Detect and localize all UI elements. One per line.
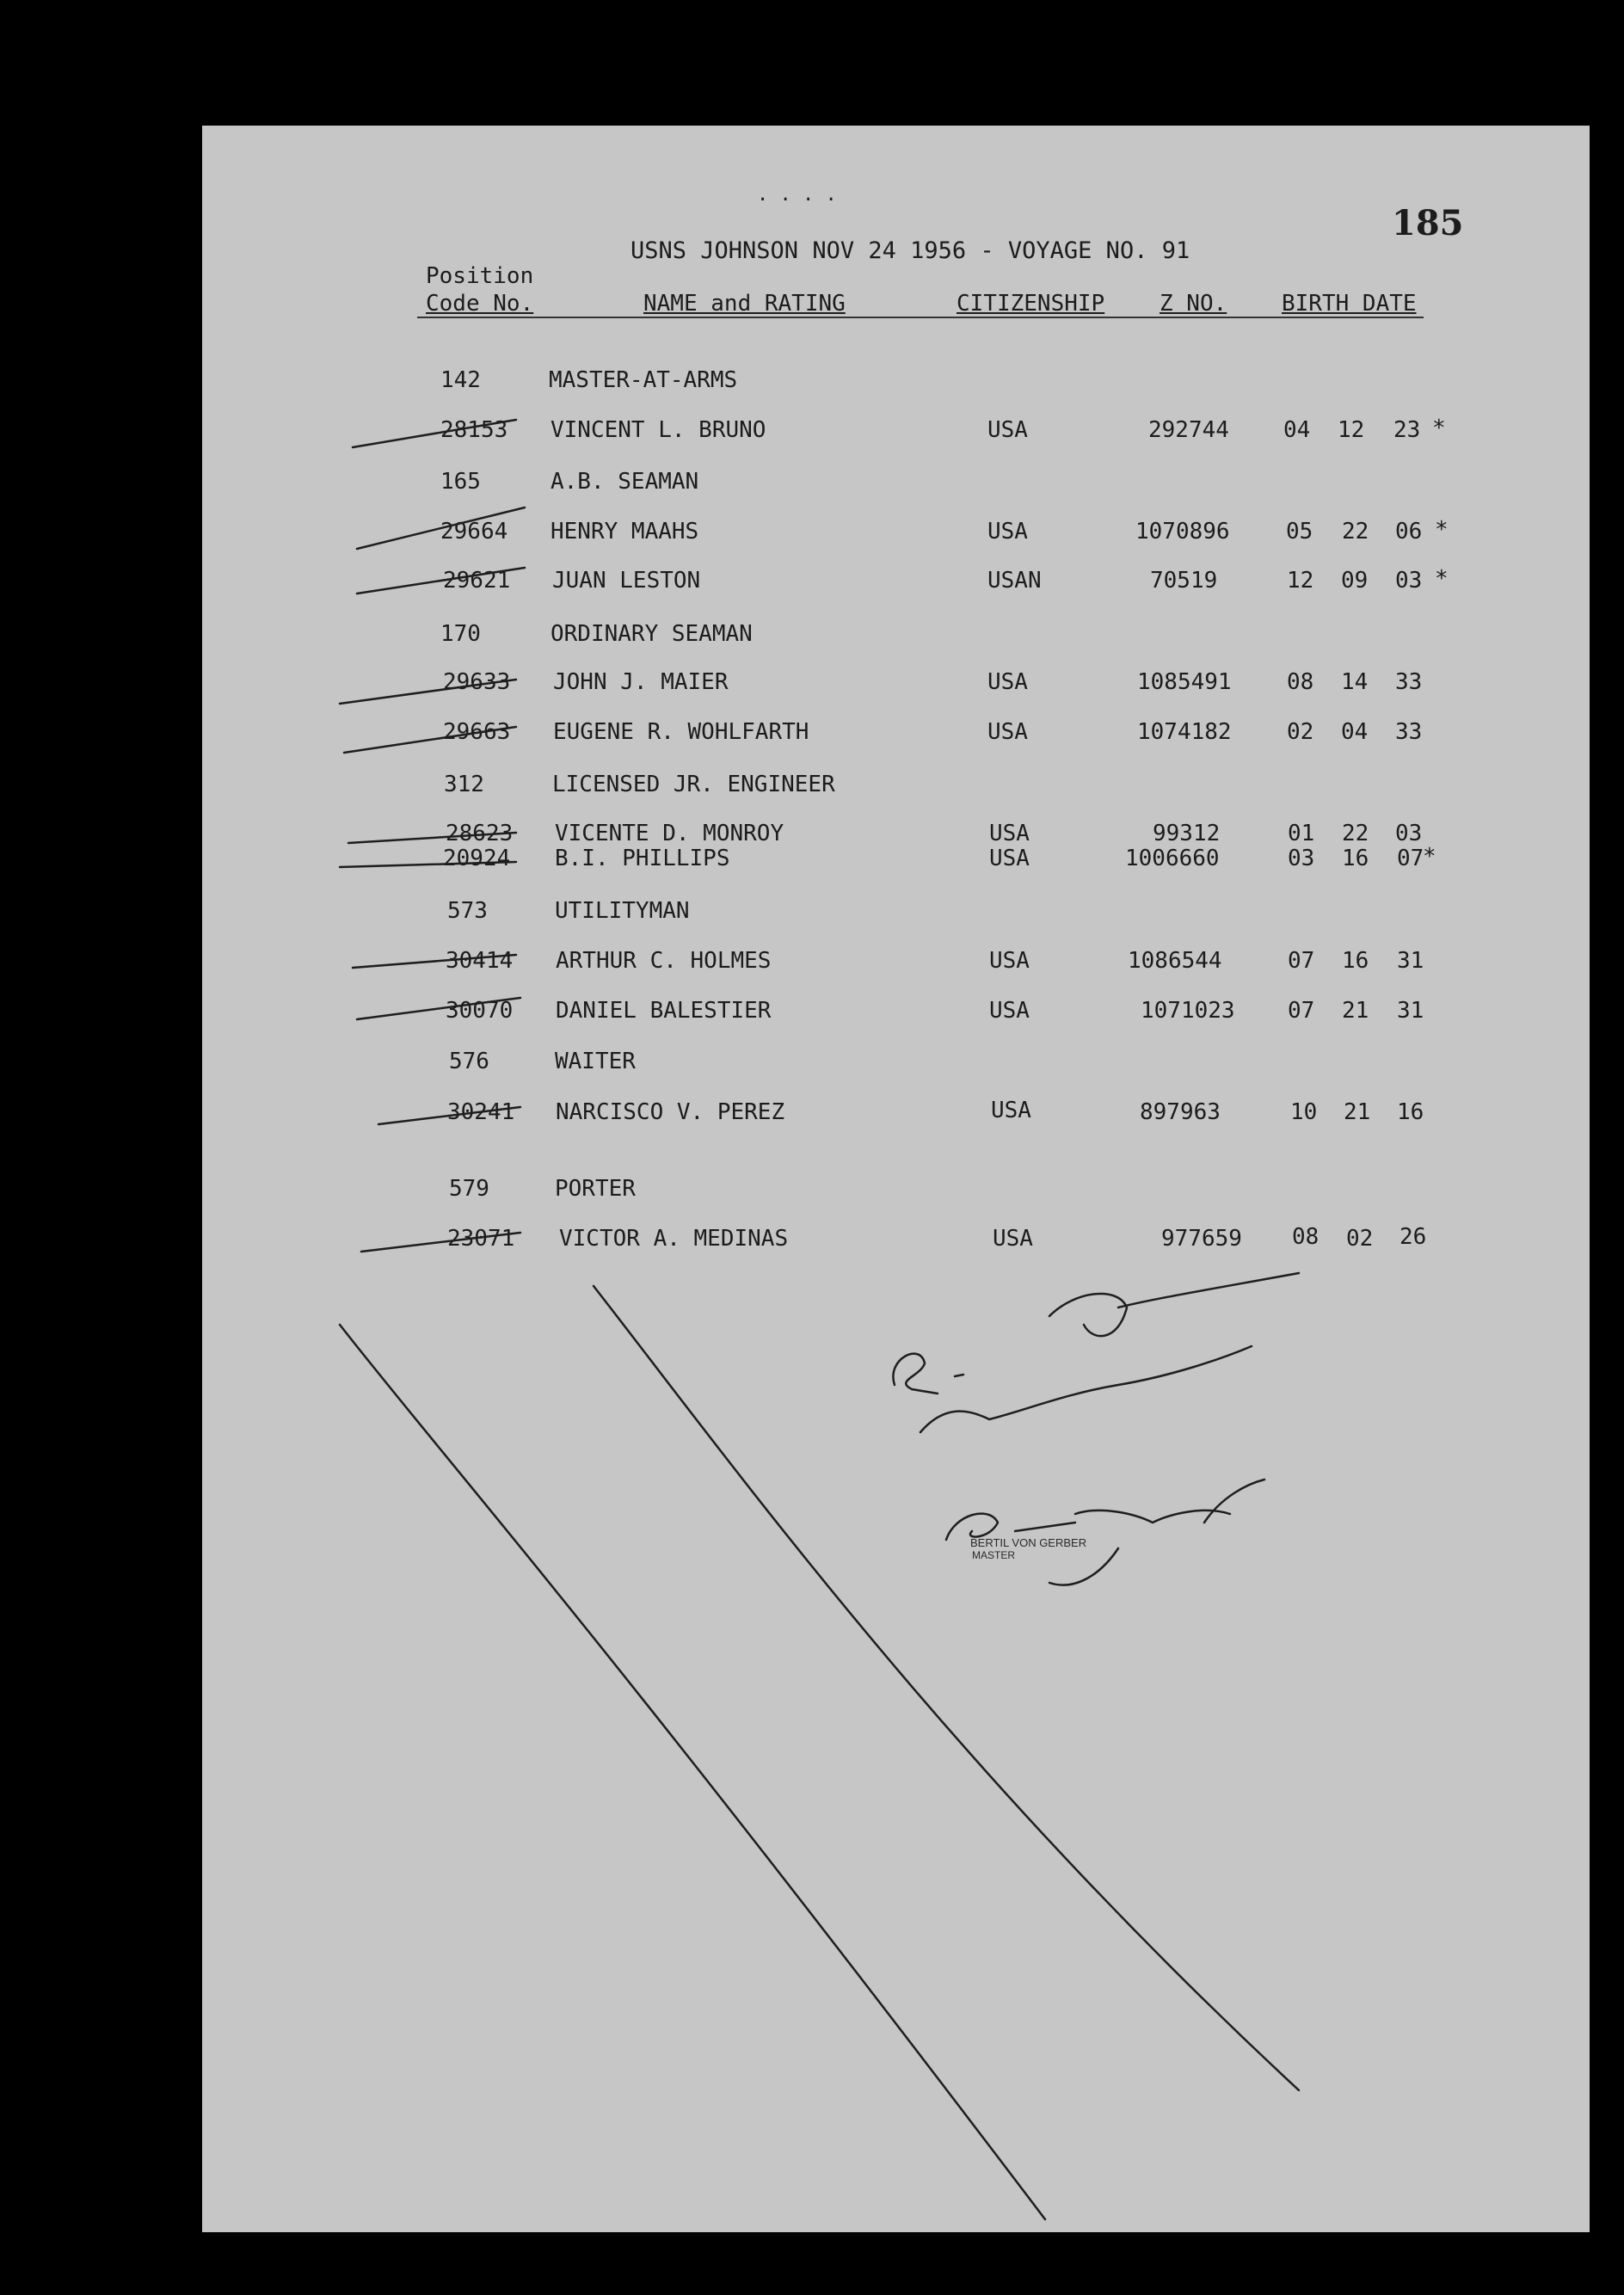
crew-name: JOHN J. MAIER bbox=[553, 669, 729, 695]
header-z-no: Z NO. bbox=[1160, 291, 1227, 317]
crew-z-no: 897963 bbox=[1140, 1099, 1221, 1125]
strike-mark bbox=[353, 420, 516, 447]
birth-day: 02 bbox=[1346, 1226, 1374, 1252]
section-code: 170 bbox=[440, 621, 481, 647]
birth-month: 01 bbox=[1288, 821, 1315, 846]
birth-month: 08 bbox=[1287, 669, 1314, 695]
crew-z-no: 1085491 bbox=[1137, 669, 1232, 695]
crew-z-no: 70519 bbox=[1150, 568, 1218, 594]
crew-code: 30241 bbox=[447, 1099, 515, 1125]
cancel-line-right bbox=[594, 1286, 1299, 2090]
strike-mark bbox=[357, 998, 520, 1019]
crew-code: 23071 bbox=[447, 1226, 515, 1252]
header-birth-date: BIRTH DATE bbox=[1282, 291, 1417, 317]
section-code: 579 bbox=[449, 1176, 489, 1202]
section-code: 142 bbox=[440, 367, 481, 393]
crew-z-no: 1086544 bbox=[1128, 948, 1222, 974]
strike-mark bbox=[378, 1107, 520, 1124]
asterisk-mark: * bbox=[1432, 415, 1446, 441]
crew-z-no: 99312 bbox=[1153, 821, 1221, 846]
header-citizenship: CITIZENSHIP bbox=[957, 291, 1105, 317]
crew-citizenship: USA bbox=[989, 948, 1030, 974]
crew-code: 29663 bbox=[443, 719, 511, 745]
birth-day: 22 bbox=[1342, 519, 1369, 545]
birth-year: 16 bbox=[1397, 1099, 1424, 1125]
crew-citizenship: USA bbox=[993, 1226, 1033, 1252]
section-code: 165 bbox=[440, 469, 481, 495]
header-position: Position bbox=[426, 263, 534, 289]
birth-year: 33 bbox=[1395, 669, 1423, 695]
birth-month: 08 bbox=[1292, 1224, 1320, 1250]
birth-day: 04 bbox=[1341, 719, 1369, 745]
section-rating: A.B. SEAMAN bbox=[551, 469, 699, 495]
strike-mark bbox=[344, 727, 516, 753]
crew-name: VINCENT L. BRUNO bbox=[551, 417, 766, 443]
birth-month: 12 bbox=[1287, 568, 1314, 594]
crew-code: 29664 bbox=[440, 519, 508, 545]
birth-year: 23 bbox=[1393, 417, 1421, 443]
birth-day: 16 bbox=[1342, 846, 1369, 871]
strike-mark bbox=[357, 568, 525, 594]
birth-year: 06 bbox=[1395, 519, 1423, 545]
crew-z-no: 1006660 bbox=[1125, 846, 1220, 871]
asterisk-mark: * bbox=[1435, 517, 1449, 543]
crew-code: 30414 bbox=[446, 948, 514, 974]
crew-name: VICTOR A. MEDINAS bbox=[559, 1226, 789, 1252]
officer-signature bbox=[893, 1273, 1299, 1394]
strike-mark bbox=[348, 833, 516, 843]
crew-name: B.I. PHILLIPS bbox=[555, 846, 730, 871]
header-code-no: Code No. bbox=[426, 291, 534, 317]
crew-citizenship: USA bbox=[989, 998, 1030, 1024]
birth-month: 10 bbox=[1290, 1099, 1318, 1125]
section-code: 576 bbox=[449, 1049, 489, 1074]
crew-name: DANIEL BALESTIER bbox=[556, 998, 772, 1024]
crew-citizenship: USAN bbox=[987, 568, 1042, 594]
section-rating: LICENSED JR. ENGINEER bbox=[552, 772, 835, 797]
crew-name: JUAN LESTON bbox=[552, 568, 701, 594]
birth-day: 21 bbox=[1344, 1099, 1371, 1125]
birth-day: 09 bbox=[1341, 568, 1369, 594]
crew-code: 29621 bbox=[443, 568, 511, 594]
birth-month: 04 bbox=[1283, 417, 1311, 443]
master-stamp-name: BERTIL VON GERBER bbox=[970, 1536, 1087, 1549]
birth-year: 26 bbox=[1399, 1224, 1427, 1250]
crew-code: 30070 bbox=[446, 998, 514, 1024]
crew-code: 20924 bbox=[443, 846, 511, 871]
crew-name: EUGENE R. WOHLFARTH bbox=[553, 719, 809, 745]
crew-citizenship: USA bbox=[989, 846, 1030, 871]
birth-month: 02 bbox=[1287, 719, 1314, 745]
crew-code: 28153 bbox=[440, 417, 508, 443]
crew-citizenship: USA bbox=[989, 821, 1030, 846]
crew-z-no: 1074182 bbox=[1137, 719, 1232, 745]
strike-mark bbox=[361, 1233, 520, 1252]
document-title: USNS JOHNSON NOV 24 1956 - VOYAGE NO. 91 bbox=[631, 237, 1190, 264]
birth-month: 07 bbox=[1288, 998, 1315, 1024]
birth-year: 31 bbox=[1397, 948, 1424, 974]
birth-year: 33 bbox=[1395, 719, 1423, 745]
master-stamp-title: MASTER bbox=[972, 1549, 1016, 1561]
top-dots: . . . . bbox=[757, 184, 837, 206]
strike-mark bbox=[353, 955, 516, 968]
strike-mark bbox=[340, 680, 516, 704]
asterisk-mark: * bbox=[1423, 844, 1436, 870]
crew-z-no: 1070896 bbox=[1135, 519, 1230, 545]
crew-citizenship: USA bbox=[987, 417, 1028, 443]
birth-year: 31 bbox=[1397, 998, 1424, 1024]
crew-z-no: 292744 bbox=[1148, 417, 1229, 443]
page-number: 185 bbox=[1392, 203, 1464, 243]
section-rating: WAITER bbox=[555, 1049, 636, 1074]
crew-citizenship: USA bbox=[987, 719, 1028, 745]
crew-name: VICENTE D. MONROY bbox=[555, 821, 784, 846]
birth-day: 21 bbox=[1342, 998, 1369, 1024]
crew-name: ARTHUR C. HOLMES bbox=[556, 948, 772, 974]
crew-code: 29633 bbox=[443, 669, 511, 695]
crew-citizenship: USA bbox=[987, 669, 1028, 695]
birth-year: 03 bbox=[1395, 568, 1423, 594]
section-rating: UTILITYMAN bbox=[555, 898, 690, 924]
crew-name: NARCISCO V. PEREZ bbox=[556, 1099, 785, 1125]
strike-mark bbox=[340, 862, 516, 867]
crew-z-no: 1071023 bbox=[1141, 998, 1235, 1024]
birth-day: 16 bbox=[1342, 948, 1369, 974]
asterisk-mark: * bbox=[1435, 566, 1449, 592]
section-rating: ORDINARY SEAMAN bbox=[551, 621, 753, 647]
birth-day: 12 bbox=[1338, 417, 1365, 443]
section-rating: MASTER-AT-ARMS bbox=[549, 367, 738, 393]
strike-mark bbox=[357, 508, 525, 549]
master-signature bbox=[946, 1480, 1264, 1585]
cancel-line-left bbox=[340, 1325, 1045, 2219]
birth-day: 22 bbox=[1342, 821, 1369, 846]
section-code: 312 bbox=[444, 772, 484, 797]
officer-title-script bbox=[920, 1346, 1252, 1432]
birth-year: 03 bbox=[1395, 821, 1423, 846]
crew-citizenship: USA bbox=[991, 1098, 1031, 1123]
section-code: 573 bbox=[447, 898, 488, 924]
birth-month: 03 bbox=[1288, 846, 1315, 871]
section-rating: PORTER bbox=[555, 1176, 636, 1202]
crew-code: 28623 bbox=[446, 821, 514, 846]
birth-month: 05 bbox=[1286, 519, 1313, 545]
birth-year: 07 bbox=[1397, 846, 1424, 871]
birth-day: 14 bbox=[1341, 669, 1369, 695]
crew-name: HENRY MAAHS bbox=[551, 519, 699, 545]
crew-citizenship: USA bbox=[987, 519, 1028, 545]
crew-z-no: 977659 bbox=[1161, 1226, 1242, 1252]
header-name-rating: NAME and RATING bbox=[643, 291, 846, 317]
birth-month: 07 bbox=[1288, 948, 1315, 974]
